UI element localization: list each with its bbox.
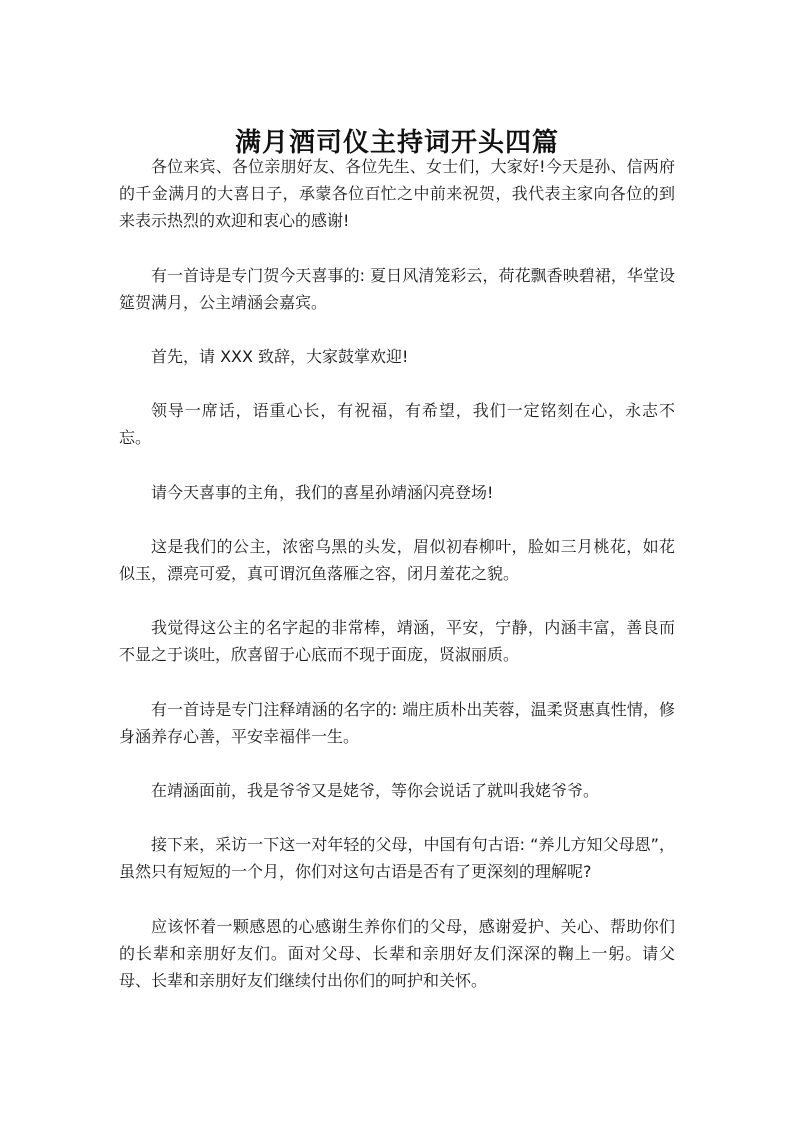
paragraph: 应该怀着一颗感恩的心感谢生养你们的父母，感谢爱护、关心、帮助你们的长辈和亲朋好友们。面对父母、长辈和亲朋好友们深深的鞠上一躬。请父母、长辈和亲朋好友们继续付出你们的呵护和关怀。 [119, 916, 675, 991]
paragraph: 有一首诗是专门贺今天喜事的: 夏日风清笼彩云，荷花飘香映碧裙，华堂设筵贺满月，公主靖涵会嘉宾。 [119, 265, 675, 312]
document-body [119, 153, 675, 1021]
paragraph: 有一首诗是专门注释靖涵的名字的: 端庄质朴出芙蓉，温柔贤惠真性情，修身涵养存心善，平安幸福伴一生。 [119, 699, 675, 746]
paragraph: 请今天喜事的主角，我们的喜星孙靖涵闪亮登场! [151, 482, 494, 502]
paragraph: 在靖涵面前，我是爷爷又是姥爷，等你会说话了就叫我姥爷爷。 [151, 781, 600, 801]
paragraph: 这是我们的公主，浓密乌黑的头发，眉似初春柳叶，脸如三月桃花，如花似玉，漂亮可爱，真可谓沉鱼落雁之容，闭月羞花之貌。 [119, 536, 675, 584]
paragraph: 领导一席话，语重心长，有祝福，有希望，我们一定铭刻在心，永志不忘。 [119, 401, 675, 448]
paragraph: 我觉得这公主的名字起的非常棒，靖涵，平安，宁静，内涵丰富，善良而不显之于谈吐，欣喜留于心底而不现于面庞，贤淑丽质。 [119, 618, 675, 665]
paragraph: 接下来，采访一下这一对年轻的父母，中国有句古语: “养儿方知父母恩”，虽然只有短短的一个月，你们对这句古语是否有了更深刻的理解呢? [119, 835, 675, 882]
paragraph: 首先，请 XXX 致辞，大家鼓掌欢迎! [151, 347, 409, 367]
document-title: 满月酒司仪主持词开头四篇 [234, 128, 559, 159]
paragraph: 各位来宾、各位亲朋好友、各位先生、女士们，大家好!今天是孙、信两府的千金满月的大喜日子，承蒙各位百忙之中前来祝贺，我代表主家向各位的到来表示热烈的欢迎和衷心的感谢! [119, 157, 675, 231]
